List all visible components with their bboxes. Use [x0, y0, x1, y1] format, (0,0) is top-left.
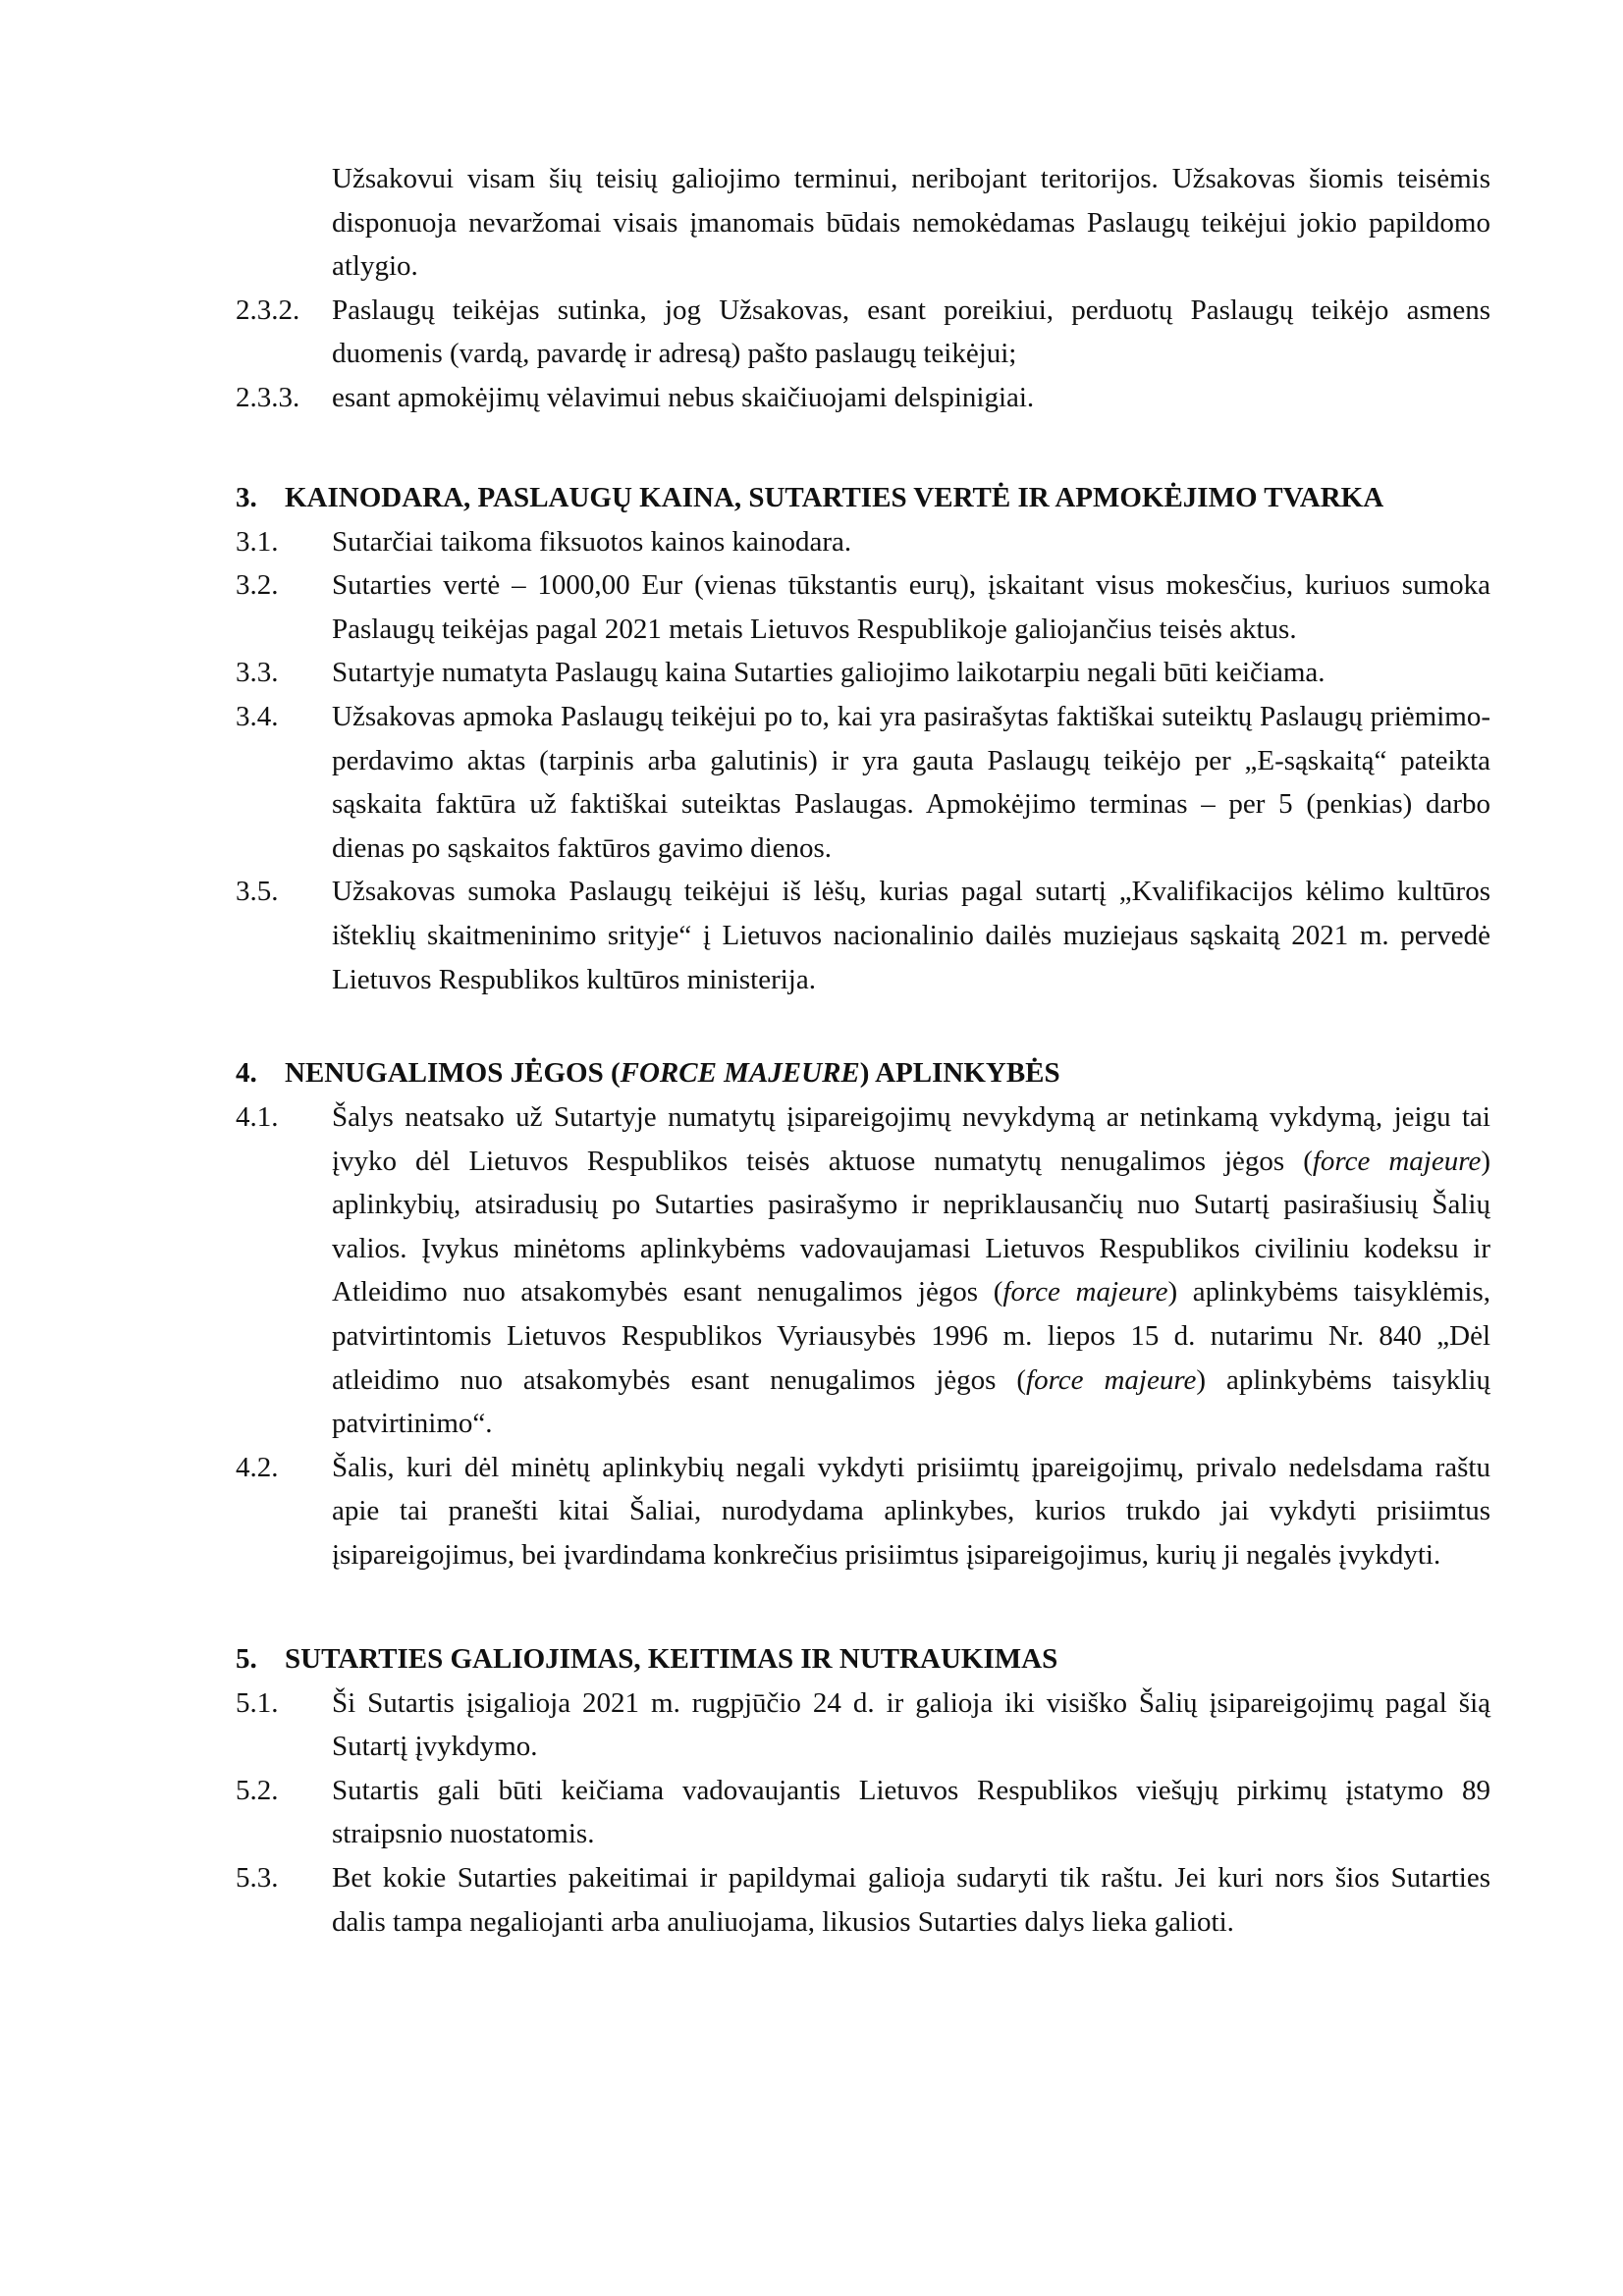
clause-text: Bet kokie Sutarties pakeitimai ir papildymai galioja sudaryti tik raštu. Jei kuri nors šios Sutarties dalis tampa negaliojanti arba anuliuojama, likusios Sutarties dalys lieka galioti.	[332, 1862, 1490, 1938]
clause-5-1	[236, 1682, 1490, 1769]
section-gap	[236, 1577, 1490, 1636]
italic-term: force majeure	[1002, 1276, 1168, 1308]
section-gap	[236, 1001, 1490, 1050]
title-part: ) APLINKYBĖS	[859, 1057, 1060, 1090]
clause-4-2	[236, 1446, 1490, 1577]
clause-text: Sutarties vertė – 1000,00 Eur (vienas tūkstantis eurų), įskaitant visus mokesčius, kuriuos sumoka Paslaugų teikėjas pagal 2021 metais Lietuvos Respublikoje galiojančius teisės aktus.	[332, 569, 1490, 645]
clause-number: 5.1.	[236, 1686, 279, 1719]
section-title: SUTARTIES GALIOJIMAS, KEITIMAS IR NUTRAUKIMAS	[285, 1642, 1058, 1675]
section-gap	[236, 420, 1490, 475]
clause-number: 4.1.	[236, 1101, 279, 1134]
section-title: KAINODARA, PASLAUGŲ KAINA, SUTARTIES VERTĖ IR APMOKĖJIMO TVARKA	[285, 481, 1384, 513]
section-5-heading	[236, 1636, 1490, 1682]
text-part: ) aplinkybių, atsiradusių po Sutarties pasirašymo ir nepriklausančių nuo Sutartį pasirašiusių Šalių valios. Įvykus minėtoms aplinkybėms vadovaujamasi Lietuvos Respublikos civiliniu kodeksu ir Atleidimo nuo atsakomybės esant nenugalimos jėgos (	[332, 1145, 1490, 1308]
clause-text: Užsakovas apmoka Paslaugų teikėjui po to, kai yra pasirašytas faktiškai suteiktų Paslaugų priėmimo-perdavimo aktas (tarpinis arba galutinis) ir yra gauta Paslaugų teikėjo per „E-sąskaitą“ pateikta sąskaita faktūra už faktiškai suteiktas Paslaugas. Apmokėjimo terminas – per 5 (penkias) darbo dienas po sąskaitos faktūros gavimo dienos.	[332, 700, 1490, 864]
clause-text: esant apmokėjimų vėlavimui nebus skaičiuojami delspinigiai.	[332, 381, 1035, 413]
title-part: NENUGALIMOS JĖGOS (	[285, 1057, 621, 1090]
clause-5-3	[236, 1856, 1490, 1944]
clause-3-5	[236, 870, 1490, 1001]
italic-term: force majeure	[1026, 1363, 1197, 1396]
text-part: ) aplinkybėms taisyklėmis, patvirtintomis Lietuvos Respublikos Vyriausybės 1996 m. liepos 15 d. nutarimu Nr. 840 „Dėl atleidimo nuo atsakomybės esant nenugalimos jėgos (	[332, 1276, 1491, 1396]
clause-number: 3.2.	[236, 569, 279, 602]
text-part: ) aplinkybėms taisyklių patvirtinimo“.	[332, 1363, 1490, 1440]
clause-text: Ši Sutartis įsigalioja 2021 m. rugpjūčio 24 d. ir galioja iki visiško Šalių įsipareigojimų pagal šią Sutartį įvykdymo.	[332, 1686, 1490, 1763]
clause-text	[332, 1095, 1490, 1446]
paragraph-continuation	[236, 157, 1490, 289]
clause-number: 3.5.	[236, 876, 279, 908]
section-3-heading	[236, 475, 1490, 520]
document-body	[236, 157, 1490, 1944]
clause-2-3-2	[236, 289, 1490, 376]
title-italic-part: FORCE MAJEURE	[620, 1057, 860, 1090]
section-number: 5.	[236, 1642, 257, 1675]
clause-number: 2.3.3.	[236, 381, 300, 413]
clause-text: Sutartyje numatyta Paslaugų kaina Sutarties galiojimo laikotarpiu negali būti keičiama.	[332, 657, 1325, 689]
clause-3-1	[236, 520, 1490, 564]
clause-text: Užsakovas sumoka Paslaugų teikėjui iš lėšų, kurias pagal sutartį „Kvalifikacijos kėlimo kultūros išteklių skaitmeninimo srityje“ į Lietuvos nacionalinio dailės muziejaus sąskaitą 2021 m. pervedė Lietuvos Respublikos kultūros ministerija.	[332, 876, 1490, 995]
text-part: Šalys neatsako už Sutartyje numatytų įsipareigojimų nevykdymą ar netinkamą vykdymą, jeigu tai įvyko dėl Lietuvos Respublikos teisės aktuose numatytų nenugalimos jėgos (	[332, 1101, 1490, 1177]
clause-number: 3.3.	[236, 657, 279, 689]
clause-5-2	[236, 1769, 1490, 1856]
clause-text: Sutartis gali būti keičiama vadovaujantis Lietuvos Respublikos viešųjų pirkimų įstatymo 89 straipsnio nuostatomis.	[332, 1774, 1490, 1850]
clause-4-1	[236, 1095, 1490, 1446]
clause-text: Šalis, kuri dėl minėtų aplinkybių negali vykdyti prisiimtų įpareigojimų, privalo nedelsdama raštu apie tai pranešti kitai Šaliai, nurodydama aplinkybes, kurios trukdo jai vykdyti prisiimtus įsipareigojimus, bei įvardindama konkrečius prisiimtus įsipareigojimus, kurių ji negalės įvykdyti.	[332, 1451, 1490, 1572]
clause-2-3-3	[236, 376, 1490, 420]
clause-number: 3.1.	[236, 525, 279, 558]
section-4-heading	[236, 1050, 1490, 1095]
section-title	[285, 1050, 1490, 1095]
clause-text: Sutarčiai taikoma fiksuotos kainos kainodara.	[332, 525, 852, 558]
clause-number: 5.3.	[236, 1862, 279, 1894]
clause-3-3	[236, 651, 1490, 695]
clause-number: 4.2.	[236, 1451, 279, 1483]
clause-3-2	[236, 563, 1490, 651]
section-number: 4.	[236, 1057, 257, 1090]
clause-number: 3.4.	[236, 700, 279, 732]
clause-3-4	[236, 695, 1490, 870]
section-number: 3.	[236, 481, 257, 513]
clause-text: Paslaugų teikėjas sutinka, jog Užsakovas, esant poreikiui, perduotų Paslaugų teikėjo asmens duomenis (vardą, pavardę ir adresą) pašto paslaugų teikėjui;	[332, 294, 1490, 370]
clause-number: 5.2.	[236, 1774, 279, 1806]
italic-term: force majeure	[1312, 1145, 1482, 1177]
clause-number: 2.3.2.	[236, 294, 300, 326]
paragraph-text: Užsakovui visam šių teisių galiojimo terminui, neribojant teritorijos. Užsakovas šiomis teisėmis disponuoja nevaržomai visais įmanomais būdais nemokėdamas Paslaugų teikėjui jokio papildomo atlygio.	[332, 163, 1490, 283]
